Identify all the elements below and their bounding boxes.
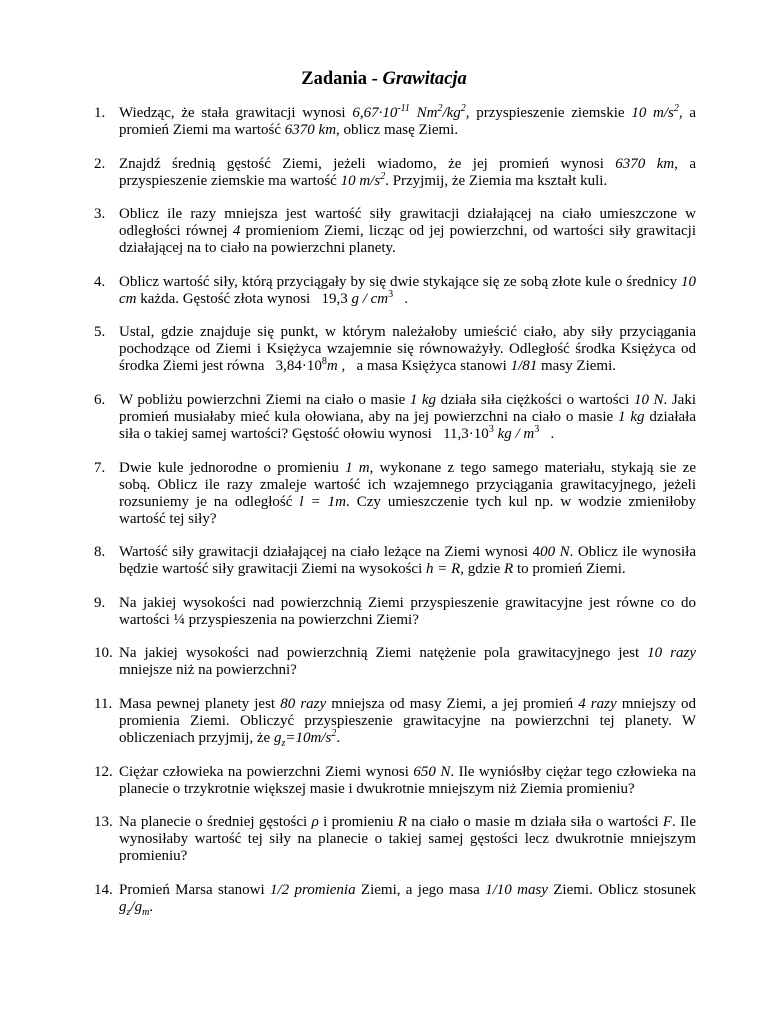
task-text: Wiedząc, że stała grawitacji wynosi $6,67\cdot 10^{-11}$ $Nm^2/kg^2$, przyspieszenie ziemskie 10 $m/s^2$, a promień Ziemi ma wartość 6370 km, oblicz masę Ziemi. <box>119 103 697 138</box>
task-text: Oblicz wartość siły, którą przyciągały by się dwie stykające się ze sobą złote kule o średnicy 10 cm każda. Gęstość złota wynosi 19,3 g / $cm^3$ . <box>119 273 696 307</box>
task-text: Masa pewnej planety jest 80 razy mniejsza od masy Ziemi, a jej promień 4 razy mniejszy od promienia Ziemi. Obliczyć przyspieszenie grawitacyjne na powierzchni tej planety. W obliczeniach przyjmij, że $g_z=10m/s^2$. <box>119 695 696 749</box>
task-text: Oblicz ile razy mniejsza jest wartość siły grawitacji działającej na ciało umieszczone w odległości równej 4 promieniom Ziemi, licząc od jej powierzchni, od wartości siły grawitacji działającej na to ciało na powierzchni planety. <box>119 206 696 257</box>
page-title <box>0 68 768 90</box>
task-text: Znajdź średnią gęstość Ziemi, jeżeli wiadomo, że jej promień wynosi 6370 km, a przyspieszenie ziemskie ma wartość 10 $m/s^2$. Przyjmij, że Ziemia ma kształt kuli. <box>119 155 696 189</box>
task-text: Na jakiej wysokości nad powierzchnią Ziemi przyspieszenie grawitacyjne jest równe co do wartości ¼ przyspieszenia na powierzchni Ziemi? <box>119 594 696 628</box>
task-list <box>94 105 696 932</box>
task-item <box>94 595 696 629</box>
task-text: Wartość siły grawitacji działającej na ciało leżące na Ziemi wynosi 400 N. Oblicz ile wynosiła będzie wartość siły grawitacji Ziemi na wysokości h = R, gdzie R to promień Ziemi. <box>119 544 696 578</box>
task-number: 3. <box>94 206 106 223</box>
task-text: Na jakiej wysokości nad powierzchnią Ziemi natężenie pola grawitacyjnego jest 10 razy mniejsze niż na powierzchni? <box>119 645 696 679</box>
task-text: W pobliżu powierzchni Ziemi na ciało o masie 1 kg działa siła ciężkości o wartości 10 N. Jaki promień musiałaby mieć kula ołowiana, aby na jej powierzchni na ciało o masie 1 kg działała siła o takiej samej wartości? Gęstość ołowiu wynosi $11,3\cdot 10^3$ kg / $m^3$ . <box>119 391 696 442</box>
title-text: Zadania <box>301 69 368 89</box>
task-item <box>94 544 696 578</box>
task-item <box>94 645 696 679</box>
task-text: Dwie kule jednorodne o promieniu 1 m, wykonane z tego samego materiału, stykają sie ze sobą. Oblicz ile razy zmaleje wartość ich wzajemnego przyciągania grawitacyjnego, jeżeli rozsuniemy je na odległość l = 1m. Czy umieszczenie tych kul np. w wodzie zmieniłoby wartość tej siły? <box>119 459 696 527</box>
task-item <box>94 206 696 257</box>
task-item <box>94 156 696 190</box>
task-text: Promień Marsa stanowi 1/2 promienia Ziemi, a jego masa 1/10 masy Ziemi. Oblicz stosunek $g_z/g_m$. <box>119 881 696 918</box>
task-item <box>94 274 696 308</box>
task-item <box>94 882 696 916</box>
task-number: 8. <box>94 544 106 561</box>
task-text: Ustal, gdzie znajduje się punkt, w którym należałoby umieścić ciało, aby siły przyciągania pochodzące od Ziemi i Księżyca wzajemnie się równoważyły. Odległość środka Księżyca od środka Ziemi jest równa $3,84\cdot 10^8m$ , a masa Księżyca stanowi 1/81 masy Ziemi. <box>119 324 696 375</box>
task-number: 2. <box>94 155 106 172</box>
task-item <box>94 105 696 139</box>
task-number: 14. <box>94 881 113 898</box>
title-separator: - <box>367 69 383 89</box>
task-text: Ciężar człowieka na powierzchni Ziemi wynosi 650 N. Ile wyniósłby ciężar tego człowieka na planecie o trzykrotnie większej masie i dwukrotnie mniejszym niż Ziemia promieniu? <box>119 763 696 797</box>
task-number: 9. <box>94 594 106 611</box>
task-number: 4. <box>94 273 106 290</box>
task-number: 10. <box>94 645 113 662</box>
task-number: 7. <box>94 459 106 476</box>
task-number: 13. <box>94 814 113 831</box>
title-subject: Grawitacja <box>382 69 467 89</box>
task-number: 12. <box>94 763 113 780</box>
task-item <box>94 764 696 798</box>
task-number: 5. <box>94 324 106 341</box>
task-number: 1. <box>94 105 106 121</box>
task-number: 11. <box>94 695 113 712</box>
task-item <box>94 696 696 747</box>
task-number: 6. <box>94 391 106 408</box>
task-item <box>94 814 696 865</box>
task-item <box>94 392 696 443</box>
task-text: Na planecie o średniej gęstości ρ i promieniu R na ciało o masie m działa siła o wartości F. Ile wynosiłaby wartość tej siły na planecie o takiej samej gęstości lecz dwukrotnie mniejszym promieniu? <box>119 814 696 865</box>
task-item <box>94 460 696 528</box>
task-item <box>94 324 696 375</box>
